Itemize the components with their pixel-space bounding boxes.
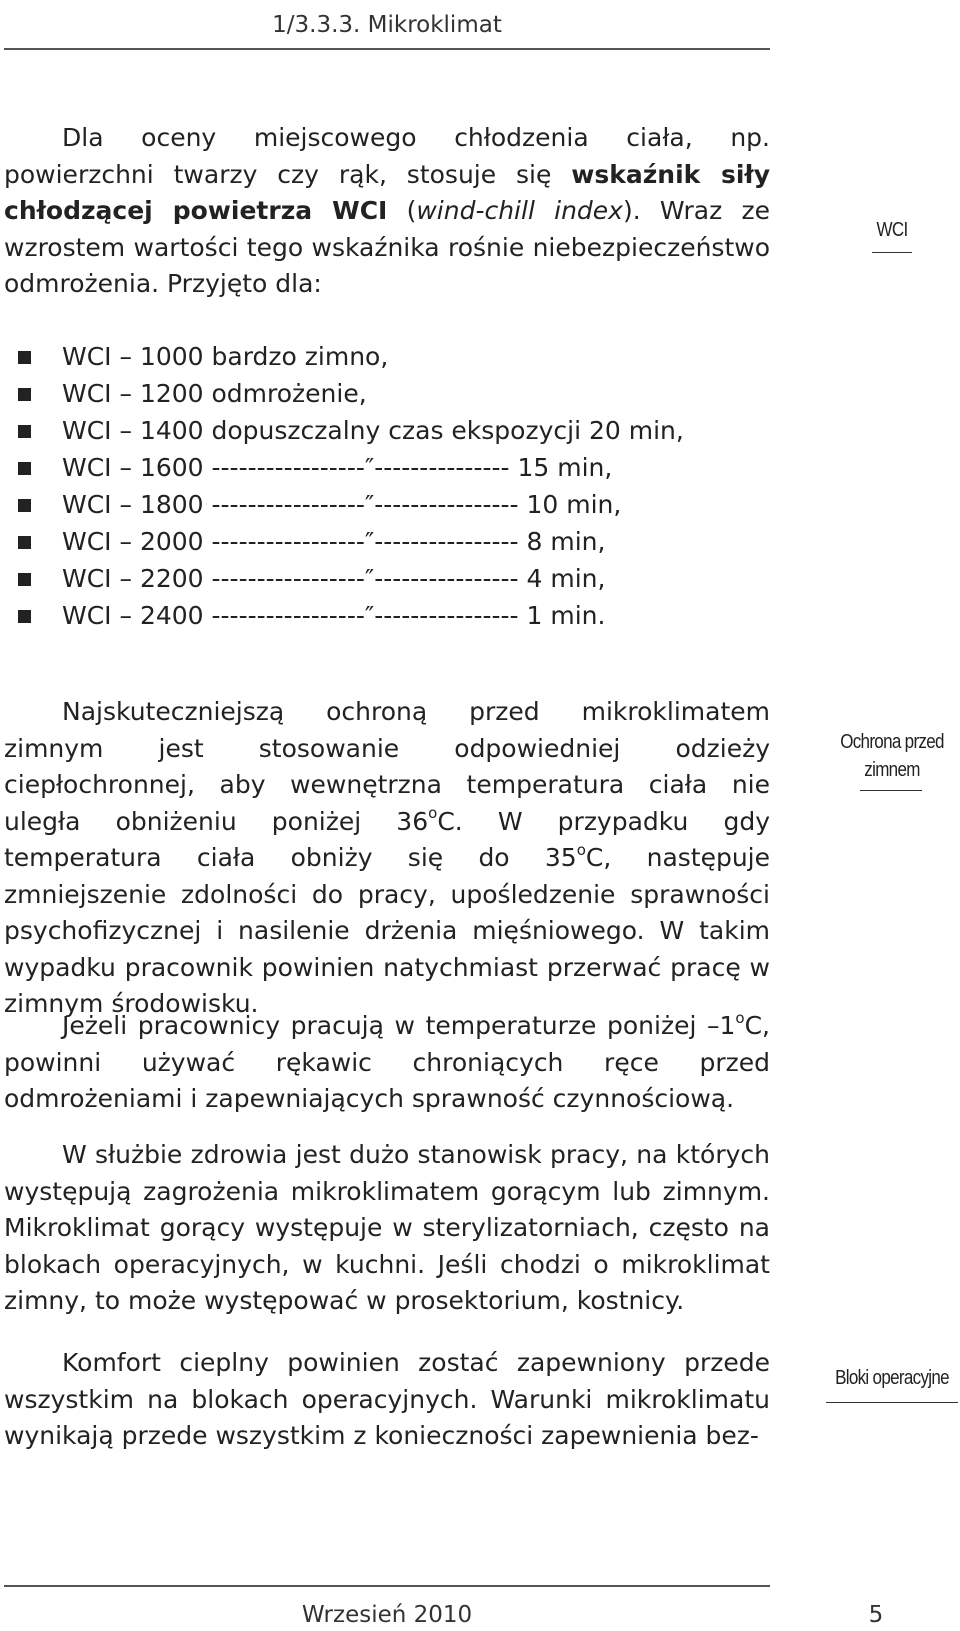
list-item-text: WCI – 1000 bardzo zimno, xyxy=(62,342,389,371)
paragraph-gloves xyxy=(4,1008,770,1118)
paragraph-wci-intro xyxy=(4,120,770,303)
bullet-square-icon xyxy=(18,351,31,364)
margin-note-wci: WCI xyxy=(876,219,908,241)
paragraph-text: ). Wraz ze wzrostem wartości tego wskaźnika rośnie niebezpieczeństwo odmrożenia. Przyjęto dla: xyxy=(4,196,770,298)
bullet-square-icon xyxy=(18,610,31,623)
bullet-square-icon xyxy=(18,536,31,549)
paragraph-text: Najskuteczniejszą ochroną przed mikroklimatem zimnym jest stosowanie odpowiedniej odzieży ciepłochronnej, aby wewnętrzna temperatura ciała nie uległa obniżeniu poniżej 36 xyxy=(4,697,770,836)
list-item-text: WCI – 1800 -----------------″---------------- 10 min, xyxy=(62,490,622,519)
bullet-square-icon xyxy=(18,462,31,475)
list-item xyxy=(4,338,770,375)
paragraph-text: Dla oceny miejscowego chłodzenia ciała, np. powierzchni twarzy czy rąk, stosuje się xyxy=(4,123,770,189)
header-rule xyxy=(4,48,770,50)
bullet-square-icon xyxy=(18,499,31,512)
italic-term: wind-chill index xyxy=(416,196,623,225)
list-item xyxy=(4,486,770,523)
bold-term: wskaźnik siły chłodzącej powietrza WCI xyxy=(4,159,770,225)
margin-note-underline xyxy=(826,1402,958,1403)
paragraph-text: Komfort cieplny powinien zostać zapewniony przede wszystkim na blokach operacyjnych. Warunki mikroklimatu wynikają przede wszystkim z konieczności zapewnienia bez- xyxy=(4,1348,770,1450)
margin-note-operating-blocks: Bloki operacyjne xyxy=(835,1367,949,1389)
list-item-text: WCI – 2000 -----------------″---------------- 8 min, xyxy=(62,527,606,556)
list-item xyxy=(4,449,770,486)
paragraph-text: Jeżeli pracownicy pracują w temperaturze poniżej –1 xyxy=(62,1011,736,1040)
list-item xyxy=(4,412,770,449)
paragraph-thermal-comfort xyxy=(4,1345,770,1455)
list-item xyxy=(4,560,770,597)
margin-note-underline xyxy=(872,252,912,253)
margin-note-cold-protection xyxy=(834,728,950,784)
list-item-text: WCI – 1600 -----------------″--------------- 15 min, xyxy=(62,453,613,482)
list-item xyxy=(4,375,770,412)
list-item xyxy=(4,597,770,634)
list-item-text: WCI – 1200 odmrożenie, xyxy=(62,379,367,408)
paragraph-cold-protection xyxy=(4,694,770,1023)
margin-note-underline xyxy=(860,790,922,791)
degree-superscript: o xyxy=(735,1008,745,1027)
page-number: 5 xyxy=(868,1602,884,1628)
bullet-square-icon xyxy=(18,388,31,401)
paragraph-text: W służbie zdrowia jest dużo stanowisk pracy, na których występują zagrożenia mikroklimatem gorącym lub zimnym. Mikroklimat gorący występuje w sterylizatorniach, często na blokach operacyjnych, w kuchni. Jeśli chodzi o mikroklimat zimny, to może występować w prosektorium, kostnicy. xyxy=(4,1140,770,1315)
paragraph-text: C, powinni używać rękawic chroniących ręce przed odmrożeniami i zapewniających sprawność czynnościową. xyxy=(4,1011,770,1113)
footer-rule xyxy=(4,1585,770,1587)
paragraph-text: ( xyxy=(387,196,417,225)
bullet-square-icon xyxy=(18,573,31,586)
wci-list xyxy=(4,338,770,634)
margin-note-line: Ochrona przed xyxy=(840,731,944,753)
list-item-text: WCI – 1400 dopuszczalny czas ekspozycji 20 min, xyxy=(62,416,684,445)
list-item-text: WCI – 2400 -----------------″---------------- 1 min. xyxy=(62,601,606,630)
running-header: 1/3.3.3. Mikroklimat xyxy=(272,12,502,38)
paragraph-text: C, następuje zmniejszenie zdolności do pracy, upośledzenie sprawności psychofizycznej i nasilenie drżenia mięśniowego. W takim wypadku pracownik powinien natychmiast przerwać pracę w zimnym środowisku. xyxy=(4,843,771,1018)
bullet-square-icon xyxy=(18,425,31,438)
degree-superscript: o xyxy=(428,804,438,823)
list-item xyxy=(4,523,770,560)
footer-date: Wrzesień 2010 xyxy=(301,1602,473,1628)
paragraph-text: C. W przypadku gdy temperatura ciała obniży się do 35 xyxy=(4,806,770,872)
degree-superscript: o xyxy=(576,840,586,859)
margin-note-line: zimnem xyxy=(864,759,920,781)
list-item-text: WCI – 2200 -----------------″---------------- 4 min, xyxy=(62,564,606,593)
paragraph-health-service xyxy=(4,1137,770,1320)
